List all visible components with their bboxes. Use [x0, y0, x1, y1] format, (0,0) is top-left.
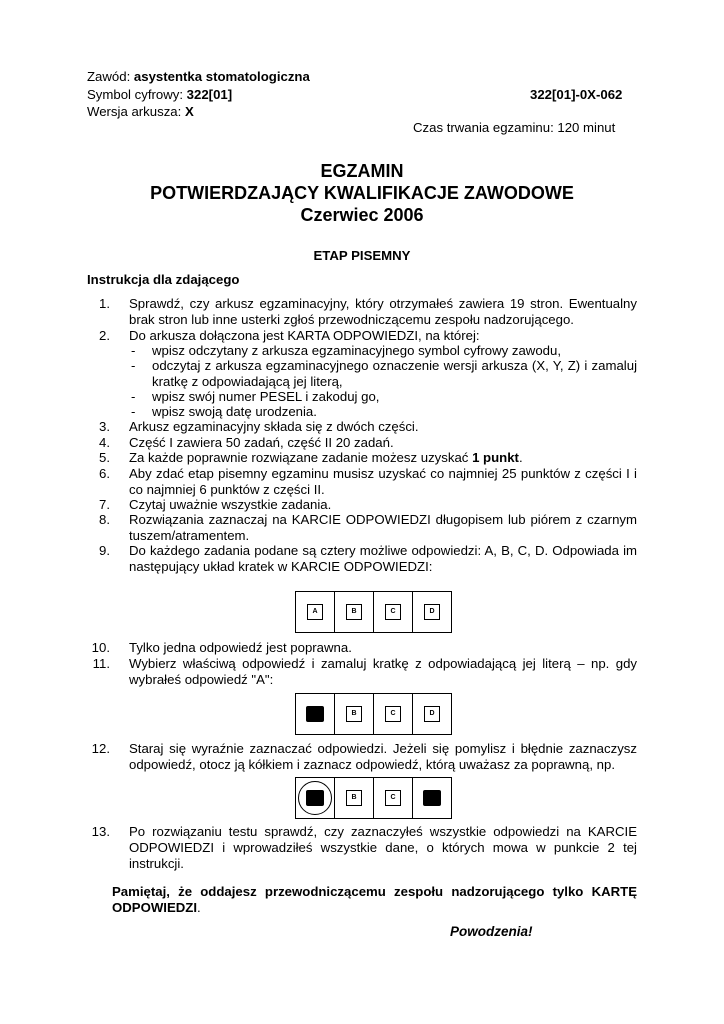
- item-text-part: Za każde poprawnie rozwiązane zadanie możesz uzyskać: [129, 450, 473, 465]
- answer-box-d: D: [424, 706, 440, 722]
- item-number: 1.: [99, 296, 110, 311]
- item-number: 13.: [91, 824, 110, 839]
- item-text: Rozwiązania zaznaczaj na KARCIE ODPOWIEDZI długopisem lub piórem z czarnym tuszem/atramentem.: [129, 512, 637, 543]
- item-text: Sprawdź, czy arkusz egzaminacyjny, który otrzymałeś zawiera 19 stron. Ewentualny brak stron lub inne usterki zgłoś przewodniczącemu zespołu nadzorującego.: [129, 296, 637, 327]
- reminder: [112, 884, 637, 916]
- item-number: 5.: [99, 450, 110, 465]
- circled-box-icon: [298, 781, 332, 815]
- wersja-label: Wersja arkusza:: [87, 104, 182, 119]
- instrukcja-heading: Instrukcja dla zdającego: [87, 272, 240, 287]
- answer-cell-d: [412, 592, 451, 632]
- answer-box-b: B: [346, 604, 362, 620]
- answer-cell-d: [412, 694, 451, 734]
- answer-cell-c: [373, 592, 412, 632]
- symbol-label: Symbol cyfrowy:: [87, 87, 183, 102]
- item-text: Tylko jedna odpowiedź jest poprawna.: [129, 640, 352, 655]
- item-text: Czytaj uważnie wszystkie zadania.: [129, 497, 332, 512]
- reminder-dot: .: [197, 900, 201, 915]
- item-number: 6.: [99, 466, 110, 481]
- sub-item: wpisz odczytany z arkusza egzaminacyjnego symbol cyfrowy zawodu,: [152, 343, 561, 358]
- item-number: 10.: [91, 640, 110, 655]
- item-number: 12.: [91, 741, 110, 756]
- answer-cell-b: [334, 592, 373, 632]
- sub-item: wpisz swoją datę urodzenia.: [152, 404, 317, 419]
- item-text: Do arkusza dołączona jest KARTA ODPOWIEDZI, na której:: [129, 328, 480, 343]
- exam-code: 322[01]-0X-062: [530, 87, 623, 102]
- answer-box-b: B: [346, 790, 362, 806]
- item-text: Po rozwiązaniu testu sprawdź, czy zaznaczyłeś wszystkie odpowiedzi na KARCIE ODPOWIEDZI i wprowadziłeś wszystkie dane, o których mowa w punkcie 2 tej instrukcji.: [129, 824, 637, 871]
- symbol-value: 322[01]: [186, 87, 233, 102]
- answer-grid-filled-example: [295, 693, 452, 735]
- answer-box-c: C: [385, 604, 401, 620]
- title-date: Czerwiec 2006: [300, 205, 424, 225]
- answer-grid-example: [295, 591, 452, 633]
- dash: -: [131, 343, 136, 358]
- czas-trwania: Czas trwania egzaminu: 120 minut: [413, 120, 616, 135]
- answer-cell-a: [296, 778, 334, 818]
- zawod-line: [87, 69, 310, 85]
- item-number: 8.: [99, 512, 110, 527]
- filled-box-icon: [306, 790, 324, 806]
- item-text: Aby zdać etap pisemny egzaminu musisz uzyskać co najmniej 25 punktów z części I i co najmniej 6 punktów z części II.: [129, 466, 637, 497]
- wersja-value: X: [184, 104, 194, 119]
- item-text: Do każdego zadania podane są cztery możliwe odpowiedzi: A, B, C, D. Odpowiada im następujący układ kratek w KARCIE ODPOWIEDZI:: [129, 543, 637, 574]
- filled-box-icon: [423, 790, 441, 806]
- item-text: [129, 450, 637, 466]
- title-egzamin: EGZAMIN: [320, 161, 404, 181]
- title-kwalifikacje: POTWIERDZAJĄCY KWALIFIKACJE ZAWODOWE: [150, 183, 574, 203]
- zawod-label: Zawód:: [87, 69, 131, 84]
- answer-box-a: A: [307, 604, 323, 620]
- item-text-bold: 1 punkt: [472, 450, 519, 465]
- answer-box-b: B: [346, 706, 362, 722]
- filled-box-icon: [306, 706, 324, 722]
- zawod-value: asystentka stomatologiczna: [133, 69, 310, 84]
- dash: -: [131, 358, 136, 373]
- answer-grid-correction-example: [295, 777, 452, 819]
- item-text: Arkusz egzaminacyjny składa się z dwóch części.: [129, 419, 419, 434]
- etap-pisemny: ETAP PISEMNY: [313, 248, 411, 263]
- answer-cell-c: [373, 778, 412, 818]
- sub-item: odczytaj z arkusza egzaminacyjnego oznaczenie wersji arkusza (X, Y, Z) i zamaluj kratkę z odpowiadającą jej literą,: [152, 358, 637, 389]
- symbol-line: [87, 87, 232, 103]
- item-text-part: .: [518, 450, 523, 465]
- item-text: Część I zawiera 50 zadań, część II 20 zadań.: [129, 435, 394, 450]
- answer-cell-d: [412, 778, 451, 818]
- item-number: 7.: [99, 497, 110, 512]
- answer-cell-b: [334, 694, 373, 734]
- sub-item: wpisz swój numer PESEL i zakoduj go,: [152, 389, 380, 404]
- item-number: 11.: [92, 656, 110, 671]
- answer-box-d: D: [424, 604, 440, 620]
- wersja-line: [87, 104, 194, 120]
- answer-box-c: C: [385, 790, 401, 806]
- powodzenia: Powodzenia!: [450, 924, 533, 939]
- item-number: 3.: [99, 419, 110, 434]
- answer-box-c: C: [385, 706, 401, 722]
- item-number: 9.: [99, 543, 110, 558]
- item-number: 4.: [99, 435, 110, 450]
- answer-cell-b: [334, 778, 373, 818]
- dash: -: [131, 404, 136, 419]
- answer-cell-a: [296, 694, 334, 734]
- reminder-text: Pamiętaj, że oddajesz przewodniczącemu zespołu nadzorującego tylko KARTĘ ODPOWIEDZI: [112, 884, 637, 915]
- item-text: Wybierz właściwą odpowiedź i zamaluj kratkę z odpowiadającą jej literą – np. gdy wybrałeś odpowiedź "A":: [129, 656, 637, 687]
- dash: -: [131, 389, 136, 404]
- item-text: Staraj się wyraźnie zaznaczać odpowiedzi. Jeżeli się pomylisz i błędnie zaznaczysz odpowiedź, otocz ją kółkiem i zaznacz odpowiedź, którą uważasz za poprawną, np.: [129, 741, 637, 772]
- item-number: 2.: [99, 328, 110, 343]
- answer-cell-a: [296, 592, 334, 632]
- answer-cell-c: [373, 694, 412, 734]
